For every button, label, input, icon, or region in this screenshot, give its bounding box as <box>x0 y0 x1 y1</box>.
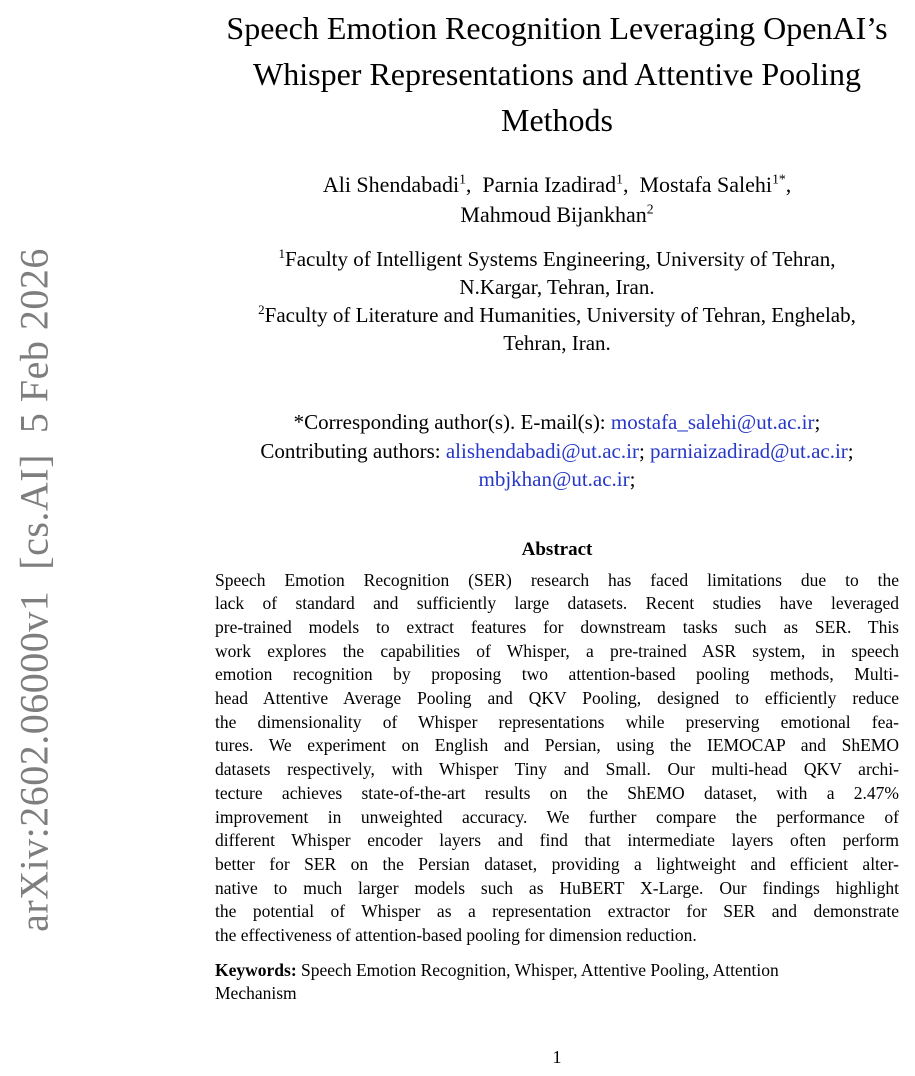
text-line <box>215 734 899 758</box>
text-segment: Speech Emotion Recognition (SER) research has faced limitations due to the <box>215 569 899 590</box>
text-line <box>215 640 899 664</box>
text-line <box>202 273 912 301</box>
text-segment: datasets respectively, with Whisper Tiny and Small. Our multi-head QKV archi- <box>215 759 899 780</box>
text-line <box>215 900 899 924</box>
text-segment: Methods <box>501 102 613 138</box>
text-segment: Tehran, Iran. <box>503 331 611 355</box>
text-line <box>202 170 912 200</box>
email-link[interactable]: alishendabadi@ut.ac.ir <box>445 438 639 463</box>
text-segment: the potential of Whisper as a representation extractor for SER and demonstrate <box>215 901 899 922</box>
text-line <box>215 924 899 948</box>
text-line <box>215 569 899 593</box>
superscript-marker: 2 <box>646 201 654 217</box>
text-segment: native to much larger models such as HuBERT X-Large. Our findings highlight <box>215 877 899 898</box>
author-list <box>202 170 912 230</box>
text-line <box>202 51 912 97</box>
text-line <box>215 782 899 806</box>
text-line <box>215 829 899 853</box>
arxiv-stamp: arXiv:2602.06000v1 [cs.AI] 5 Feb 2026 <box>11 248 57 932</box>
text-segment: ; <box>847 438 854 463</box>
text-segment: pre-trained models to extract features for downstream tasks such as SER. This <box>215 616 899 637</box>
superscript-marker: 2 <box>258 302 265 317</box>
correspondence-block <box>202 408 912 494</box>
text-line <box>202 5 912 51</box>
text-segment: different Whisper encoder layers and find that intermediate layers often perform <box>215 830 899 851</box>
text-segment: Faculty of Intelligent Systems Engineering, University of Tehran, <box>285 247 836 271</box>
email-link[interactable]: mbjkhan@ut.ac.ir <box>478 467 630 491</box>
text-line <box>215 982 899 1006</box>
text-segment: , Mostafa Salehi <box>622 172 773 197</box>
text-segment: the effectiveness of attention-based pooling for dimension reduction. <box>215 925 697 946</box>
text-segment: Contributing authors: <box>260 438 446 463</box>
text-segment: lack of standard and sufficiently large datasets. Recent studies have leveraged <box>215 593 899 614</box>
text-line <box>202 97 912 143</box>
text-segment: tecture achieves state-of-the-art results on the ShEMO dataset, with a 2.47% <box>215 782 899 803</box>
superscript-marker: 1 <box>278 246 286 261</box>
text-segment: the dimensionality of Whisper representations while preserving emotional fea- <box>215 711 899 732</box>
text-segment: Ali Shendabadi <box>322 172 460 197</box>
text-line <box>202 329 912 357</box>
affiliation-list <box>202 245 912 357</box>
text-segment: Keywords: <box>215 959 297 980</box>
text-line <box>202 437 912 466</box>
text-line <box>215 959 899 983</box>
text-segment: , <box>785 172 792 197</box>
text-segment: work explores the capabilities of Whisper, a pre-trained ASR system, in speech <box>215 640 899 661</box>
text-segment: head Attentive Average Pooling and QKV Pooling, designed to efficiently reduce <box>215 688 899 709</box>
text-segment: improvement in unweighted accuracy. We further compare the performance of <box>215 806 899 827</box>
text-line <box>202 301 912 329</box>
email-link[interactable]: mostafa_salehi@ut.ac.ir <box>610 410 815 434</box>
text-segment: *Corresponding author(s). E-mail(s): <box>293 410 611 434</box>
text-segment: , Parnia Izadirad <box>465 172 617 197</box>
text-line <box>215 711 899 735</box>
text-line <box>202 465 912 494</box>
text-line <box>202 245 912 273</box>
text-segment: ; <box>629 467 636 491</box>
text-line <box>215 687 899 711</box>
text-line <box>215 853 899 877</box>
text-segment: ; <box>638 438 651 463</box>
text-segment: Mechanism <box>215 983 297 1004</box>
text-line <box>202 200 912 230</box>
paper-title <box>202 0 912 143</box>
text-segment: Faculty of Literature and Humanities, University of Tehran, Enghelab, <box>264 303 856 327</box>
text-line <box>202 408 912 437</box>
page-number: 1 <box>552 1047 562 1067</box>
text-segment: ; <box>814 410 821 434</box>
text-segment: N.Kargar, Tehran, Iran. <box>459 275 655 299</box>
keywords-block <box>215 959 899 1006</box>
text-segment: tures. We experiment on English and Persian, using the IEMOCAP and ShEMO <box>215 735 899 756</box>
text-line <box>215 806 899 830</box>
text-line <box>215 877 899 901</box>
paper-content-column <box>202 0 912 1006</box>
text-line <box>215 592 899 616</box>
text-segment: Mahmoud Bijankhan <box>460 202 647 227</box>
abstract-body <box>215 569 899 948</box>
superscript-marker: 1 <box>459 171 466 187</box>
text-segment: Whisper Representations and Attentive Pooling <box>253 56 861 92</box>
text-line <box>215 663 899 687</box>
superscript-marker: 1* <box>772 171 786 187</box>
superscript-marker: 1 <box>616 171 623 187</box>
email-link[interactable]: parniaizadirad@ut.ac.ir <box>650 438 848 463</box>
text-segment: better for SER on the Persian dataset, providing a lightweight and efficient alter- <box>215 853 899 874</box>
text-segment: emotion recognition by proposing two attention-based pooling methods, Multi- <box>215 664 899 685</box>
text-segment: Speech Emotion Recognition, Whisper, Attentive Pooling, Attention <box>296 959 779 980</box>
text-line <box>215 758 899 782</box>
text-segment: Speech Emotion Recognition Leveraging OpenAI’s <box>226 10 888 46</box>
text-line <box>215 616 899 640</box>
abstract-heading: Abstract <box>521 538 593 560</box>
